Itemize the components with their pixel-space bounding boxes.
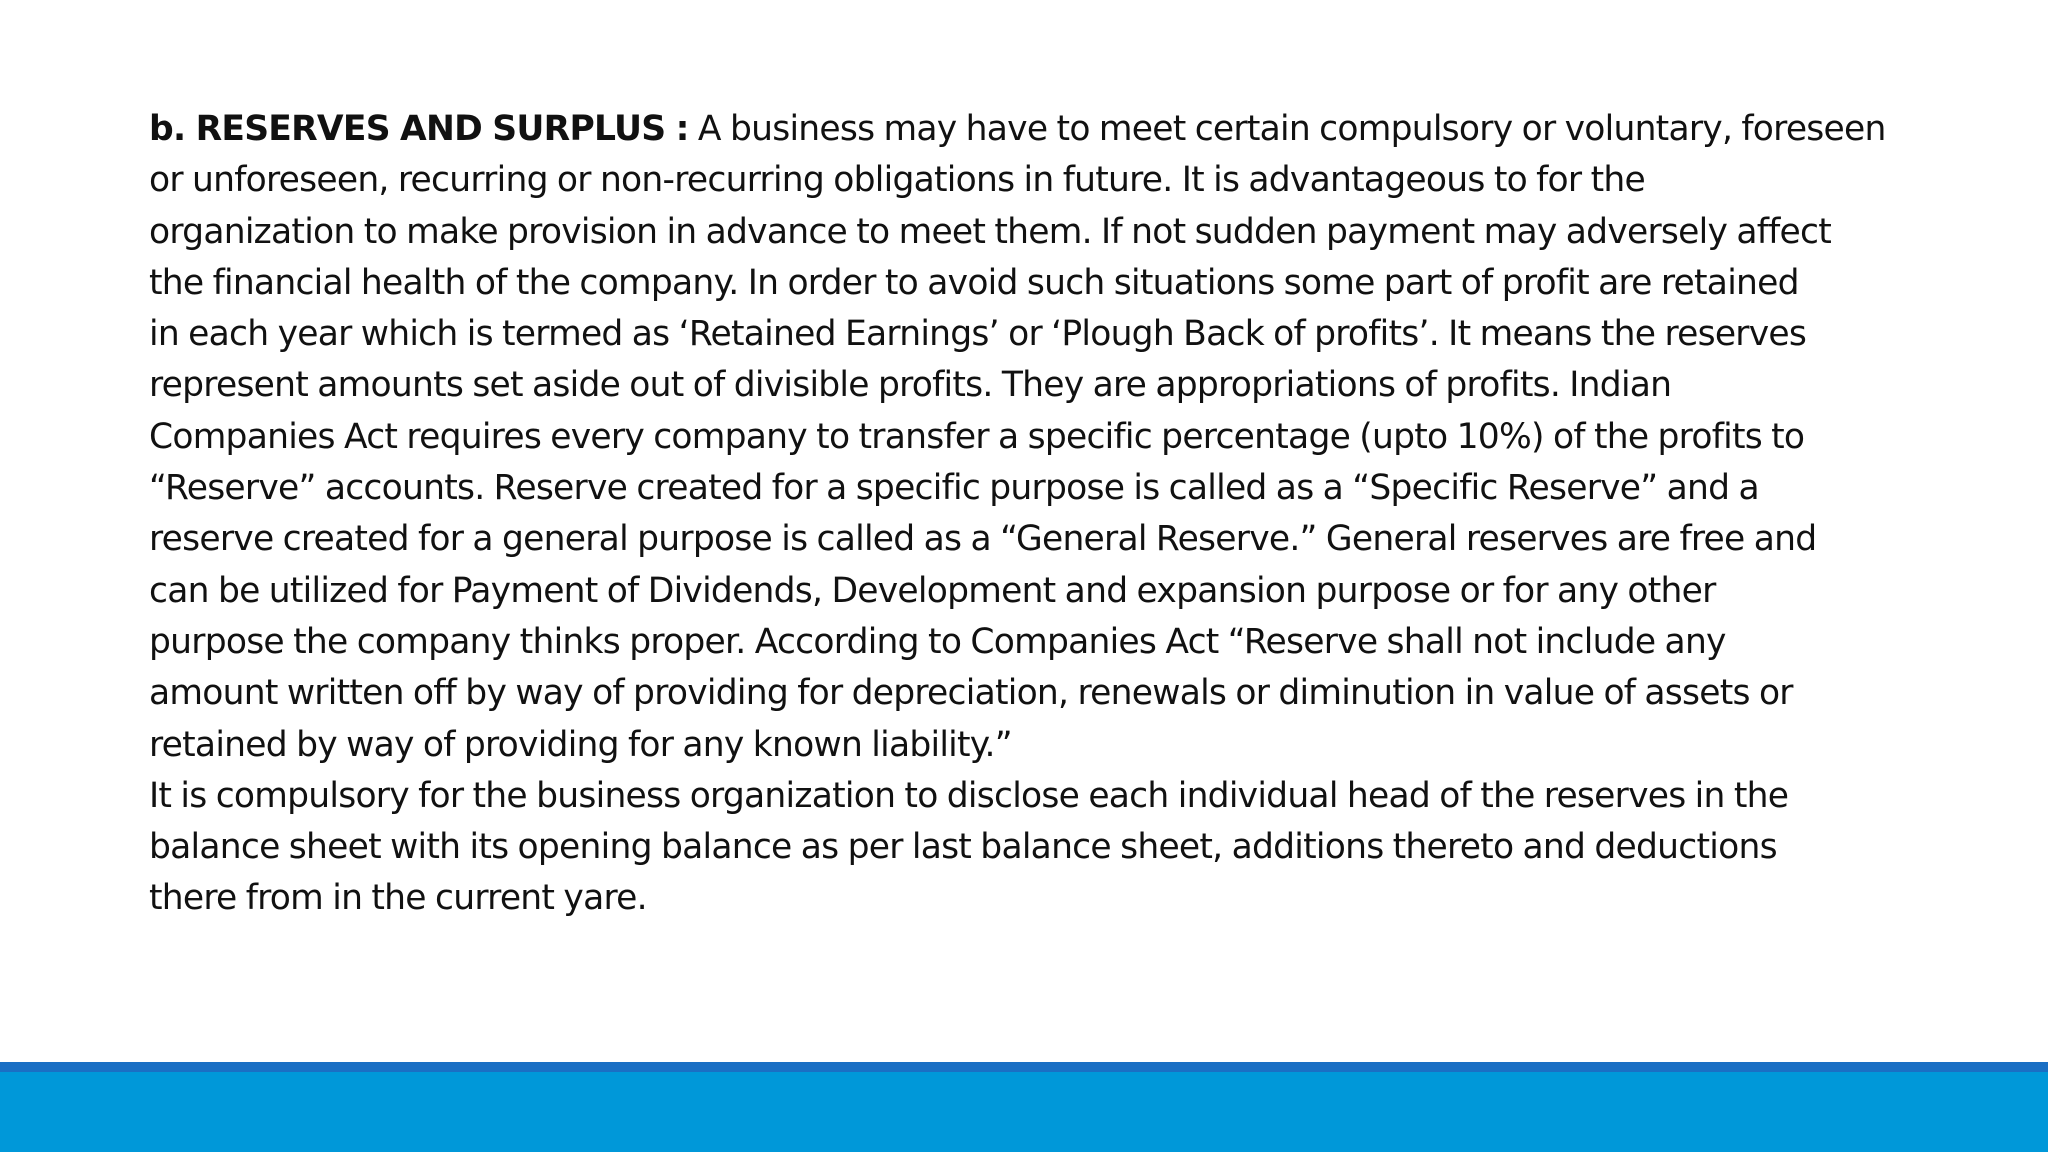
paragraph-reserves-description: A business may have to meet certain compulsory or voluntary, foreseen or unforeseen, recurring or non-recurring obligations in future. It is advantageous to for the organization to make provision in advance to meet them. If not sudden payment may adversely affect the financial health of the company. In order to avoid such situations some part of profit are retained in each year which is termed as ‘Retained Earnings’ or ‘Plough Back of profits’. It means the reserves represent amounts set aside out of divisible profits. They are appropriations of profits. Indian Companies Act requires every company to transfer a specific percentage (upto 10%) of the profits to “Reserve” accounts. Reserve created for a specific purpose is called as a “Specific Reserve” and a reserve created for a general purpose is called as a “General Reserve.” General reserves are free and can be utilized for Payment of Dividends, Development and expansion purpose or for any other purpose the company thinks proper. According to Companies Act “Reserve shall not include any amount written off by way of providing for depreciation, renewals or diminution in value of assets or retained by way of providing for any known liability.” <box>149 109 1886 765</box>
footer-rule <box>0 1062 2048 1072</box>
footer-band <box>0 1062 2048 1152</box>
slide-body-text <box>149 104 1919 925</box>
paragraph-disclosure: It is compulsory for the business organization to disclose each individual head of the reserves in the balance sheet with its opening balance as per last balance sheet, additions thereto and deductions there from in the current yare. <box>149 775 1789 919</box>
section-heading: b. RESERVES AND SURPLUS : <box>149 109 689 149</box>
